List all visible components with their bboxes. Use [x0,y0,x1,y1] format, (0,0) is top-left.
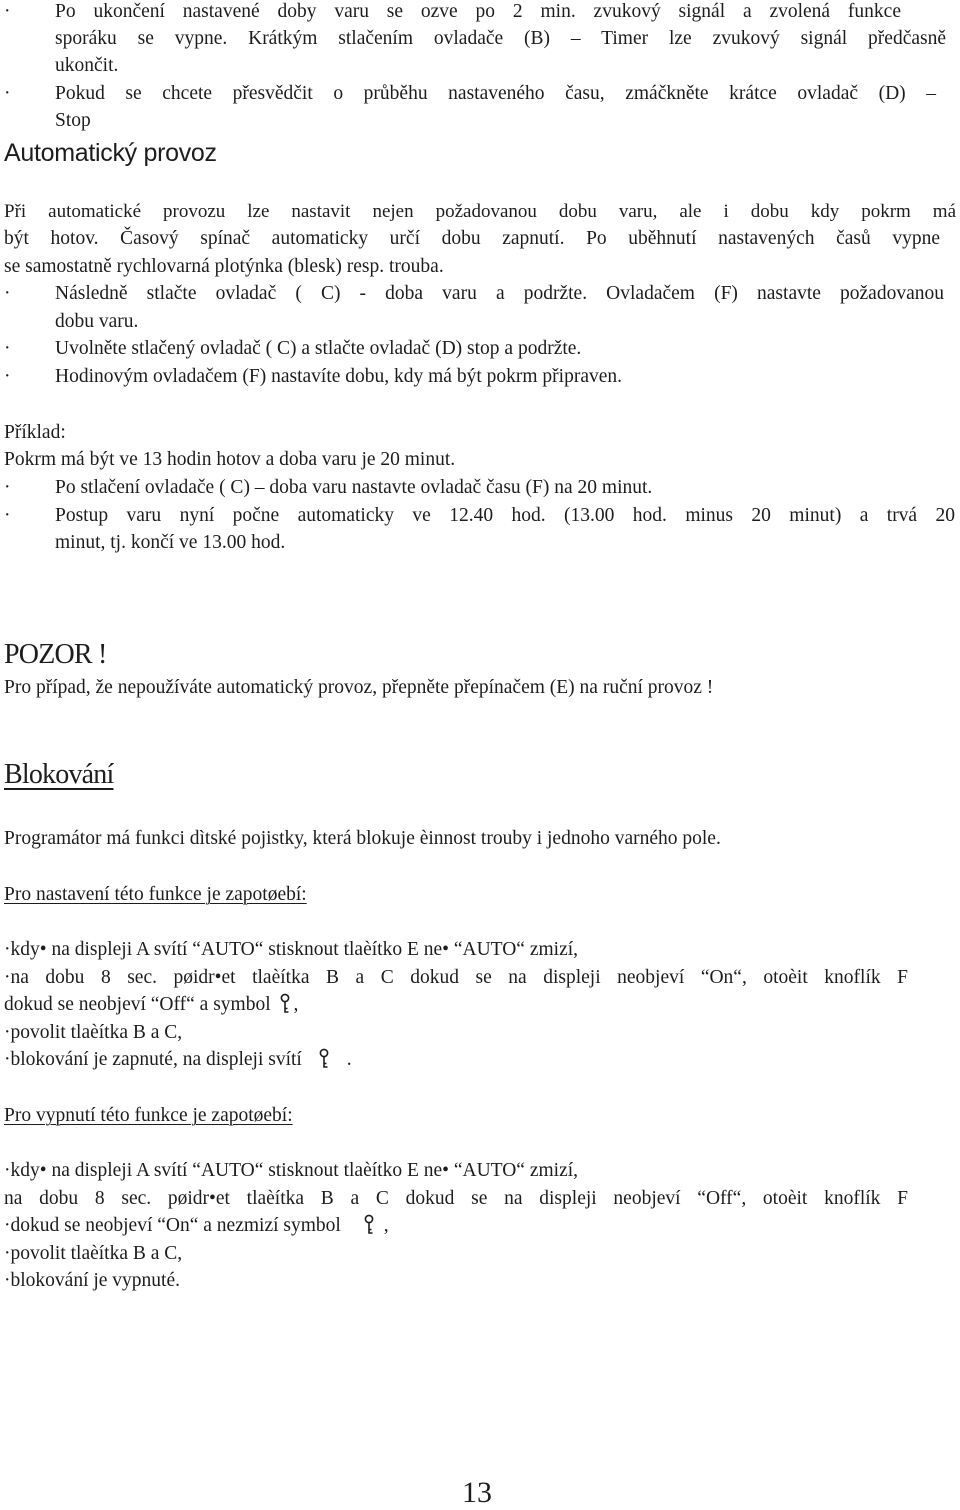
text-segment: ·blokování je zapnuté, na displeji svítí [4,1049,302,1070]
warning-title: POZOR ! [4,639,107,670]
text-line: na dobu 8 sec. pøidr•et tlaèítka B a C dokud se na displeji neobjeví “Off“, otoèit knoflík F [4,1188,908,1209]
bullet-dot: · [4,1,11,22]
bullet-dot: · [4,477,11,498]
text-segment: , [383,1215,389,1236]
text-line: se samostatně rychlovarná plotýnka (blesk) resp. trouba. [4,256,444,277]
text-line: Při automatické provozu lze nastavit nejen požadovanou dobu varu, ale i dobu kdy pokrm má [4,201,956,222]
text-line [4,1048,352,1072]
text-line: sporáku se vypne. Krátkým stlačením ovladače (B) – Timer lze zvukový signál předčasně [55,28,946,49]
text-line: ·kdy• na displeji A svítí “AUTO“ stisknout tlaèítko E ne• “AUTO“ zmizí, [4,1160,579,1181]
text-line [4,993,298,1017]
key-icon [278,993,292,1015]
text-line: Po ukončení nastavené doby varu se ozve po 2 min. zvukový signál a zvolená funkce [55,1,901,22]
text-line: Programátor má funkci dìtské pojistky, která blokuje èinnost trouby i jednoho varného pole. [4,828,721,849]
text-line: Stop [55,110,91,131]
text-line: ·kdy• na displeji A svítí “AUTO“ stisknout tlaèítko E ne• “AUTO“ zmizí, [4,939,579,960]
example-label: Příklad: [4,422,66,443]
text-line: dobu varu. [55,311,139,332]
example-text: Pokrm má být ve 13 hodin hotov a doba varu je 20 minut. [4,449,456,470]
key-icon [317,1048,331,1070]
text-line: Pokud se chcete přesvědčit o průběhu nastaveného času, zmáčkněte krátce ovladač (D) – [55,83,936,104]
subheading-disable: Pro vypnutí této funkce je zapotøebí: [4,1105,293,1126]
page-number: 13 [462,1476,492,1509]
text-segment: . [346,1049,352,1070]
text-line: Následně stlačte ovladač ( C) - doba varu a podržte. Ovladačem (F) nastavte požadovanou [55,283,944,304]
bullet-dot: · [4,83,11,104]
section-heading-lock: Blokování [4,759,114,790]
bullet-dot: · [4,338,11,359]
subheading-enable: Pro nastavení této funkce je zapotøebí: [4,884,307,905]
text-line: ·povolit tlaèítka B a C, [4,1022,183,1043]
text-segment: dokud se neobjeví “Off“ a symbol [4,994,271,1015]
bullet-dot: · [4,283,11,304]
bullet-dot: · [4,505,11,526]
text-line: Po stlačení ovladače ( C) – doba varu nastavte ovladač času (F) na 20 minut. [55,477,653,498]
section-heading-automatic: Automatický provoz [4,139,217,167]
text-line: ·blokování je vypnuté. [4,1270,181,1291]
text-segment: ·dokud se neobjeví “On“ a nezmizí symbol [4,1215,341,1236]
text-line: Uvolněte stlačený ovladač ( C) a stlačte ovladač (D) stop a podržte. [55,338,582,359]
bullet-dot: · [4,366,11,387]
text-line: minut, tj. končí ve 13.00 hod. [55,532,286,553]
text-line: být hotov. Časový spínač automaticky určí dobu zapnutí. Po uběhnutí nastavených časů vypne [4,228,940,249]
text-line: Postup varu nyní počne automaticky ve 12.40 hod. (13.00 hod. minus 20 minut) a trvá 20 [55,505,955,526]
text-line: ukončit. [55,55,119,76]
text-line: Hodinovým ovladačem (F) nastavíte dobu, kdy má být pokrm připraven. [55,366,623,387]
text-line: ·povolit tlaèítka B a C, [4,1243,183,1264]
warning-text: Pro případ, že nepoužíváte automatický provoz, přepněte přepínačem (E) na ruční provoz ! [4,677,714,698]
text-line: ·na dobu 8 sec. pøidr•et tlaèítka B a C dokud se na displeji neobjeví “On“, otoèit knoflík F [4,967,908,988]
text-line [4,1214,389,1238]
text-segment: , [293,994,299,1015]
key-icon [362,1214,376,1236]
